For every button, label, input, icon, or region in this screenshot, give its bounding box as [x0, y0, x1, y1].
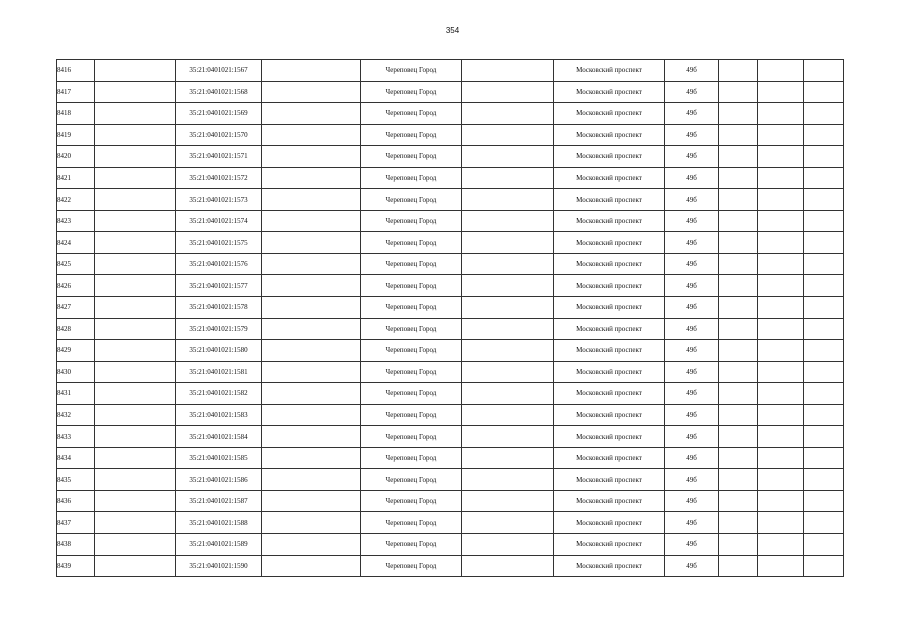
row-number-cell: 8434: [57, 447, 95, 469]
empty-cell: [804, 318, 844, 340]
empty-cell: [719, 447, 758, 469]
house-number-cell: 49б: [665, 232, 719, 254]
empty-cell: [758, 103, 804, 125]
empty-cell: [462, 361, 554, 383]
row-number-cell: 8417: [57, 81, 95, 103]
empty-cell: [804, 81, 844, 103]
empty-cell: [758, 534, 804, 556]
empty-cell: [804, 340, 844, 362]
empty-cell: [462, 81, 554, 103]
empty-cell: [804, 512, 844, 534]
house-number-cell: 49б: [665, 404, 719, 426]
empty-cell: [262, 146, 361, 168]
empty-cell: [804, 490, 844, 512]
row-number-cell: 8430: [57, 361, 95, 383]
empty-cell: [95, 340, 176, 362]
empty-cell: [719, 534, 758, 556]
cadastral-number-cell: 35:21:0401021:1574: [176, 210, 262, 232]
city-cell: Череповец Город: [361, 318, 462, 340]
empty-cell: [262, 426, 361, 448]
empty-cell: [719, 210, 758, 232]
house-number-cell: 49б: [665, 81, 719, 103]
street-cell: Московский проспект: [554, 426, 665, 448]
empty-cell: [462, 232, 554, 254]
city-cell: Череповец Город: [361, 60, 462, 82]
street-cell: Московский проспект: [554, 253, 665, 275]
cadastral-number-cell: 35:21:0401021:1590: [176, 555, 262, 577]
empty-cell: [95, 534, 176, 556]
city-cell: Череповец Город: [361, 383, 462, 405]
empty-cell: [262, 210, 361, 232]
street-cell: Московский проспект: [554, 189, 665, 211]
empty-cell: [462, 210, 554, 232]
row-number-cell: 8438: [57, 534, 95, 556]
street-cell: Московский проспект: [554, 275, 665, 297]
empty-cell: [95, 555, 176, 577]
street-cell: Московский проспект: [554, 60, 665, 82]
house-number-cell: 49б: [665, 124, 719, 146]
city-cell: Череповец Город: [361, 447, 462, 469]
empty-cell: [719, 383, 758, 405]
row-number-cell: 8421: [57, 167, 95, 189]
empty-cell: [462, 167, 554, 189]
empty-cell: [262, 189, 361, 211]
table-row: [57, 253, 844, 275]
empty-cell: [804, 275, 844, 297]
empty-cell: [758, 189, 804, 211]
street-cell: Московский проспект: [554, 534, 665, 556]
cadastral-number-cell: 35:21:0401021:1589: [176, 534, 262, 556]
row-number-cell: 8425: [57, 253, 95, 275]
table-row: [57, 189, 844, 211]
empty-cell: [95, 253, 176, 275]
empty-cell: [462, 383, 554, 405]
empty-cell: [95, 297, 176, 319]
empty-cell: [462, 490, 554, 512]
empty-cell: [719, 232, 758, 254]
house-number-cell: 49б: [665, 297, 719, 319]
city-cell: Череповец Город: [361, 146, 462, 168]
empty-cell: [804, 404, 844, 426]
table-row: [57, 60, 844, 82]
city-cell: Череповец Город: [361, 275, 462, 297]
empty-cell: [804, 361, 844, 383]
table-row: [57, 404, 844, 426]
empty-cell: [262, 512, 361, 534]
empty-cell: [95, 60, 176, 82]
empty-cell: [804, 210, 844, 232]
cadastral-number-cell: 35:21:0401021:1575: [176, 232, 262, 254]
empty-cell: [95, 383, 176, 405]
city-cell: Череповец Город: [361, 189, 462, 211]
empty-cell: [95, 275, 176, 297]
empty-cell: [719, 81, 758, 103]
empty-cell: [462, 124, 554, 146]
street-cell: Московский проспект: [554, 318, 665, 340]
cadastral-number-cell: 35:21:0401021:1582: [176, 383, 262, 405]
cadastral-number-cell: 35:21:0401021:1581: [176, 361, 262, 383]
cadastral-number-cell: 35:21:0401021:1573: [176, 189, 262, 211]
empty-cell: [758, 60, 804, 82]
street-cell: Московский проспект: [554, 383, 665, 405]
house-number-cell: 49б: [665, 383, 719, 405]
empty-cell: [719, 469, 758, 491]
house-number-cell: 49б: [665, 318, 719, 340]
table-row: [57, 103, 844, 125]
empty-cell: [758, 383, 804, 405]
table-row: [57, 469, 844, 491]
house-number-cell: 49б: [665, 340, 719, 362]
cadastral-number-cell: 35:21:0401021:1571: [176, 146, 262, 168]
empty-cell: [462, 512, 554, 534]
city-cell: Череповец Город: [361, 124, 462, 146]
house-number-cell: 49б: [665, 189, 719, 211]
street-cell: Московский проспект: [554, 361, 665, 383]
table-row: [57, 555, 844, 577]
empty-cell: [719, 167, 758, 189]
city-cell: Череповец Город: [361, 469, 462, 491]
empty-cell: [719, 340, 758, 362]
empty-cell: [758, 490, 804, 512]
empty-cell: [462, 318, 554, 340]
empty-cell: [719, 275, 758, 297]
cadastral-number-cell: 35:21:0401021:1570: [176, 124, 262, 146]
table-row: [57, 361, 844, 383]
street-cell: Московский проспект: [554, 469, 665, 491]
row-number-cell: 8436: [57, 490, 95, 512]
house-number-cell: 49б: [665, 167, 719, 189]
row-number-cell: 8426: [57, 275, 95, 297]
row-number-cell: 8437: [57, 512, 95, 534]
street-cell: Московский проспект: [554, 210, 665, 232]
row-number-cell: 8423: [57, 210, 95, 232]
house-number-cell: 49б: [665, 426, 719, 448]
row-number-cell: 8416: [57, 60, 95, 82]
empty-cell: [95, 232, 176, 254]
cadastral-number-cell: 35:21:0401021:1576: [176, 253, 262, 275]
street-cell: Московский проспект: [554, 232, 665, 254]
empty-cell: [758, 167, 804, 189]
street-cell: Московский проспект: [554, 297, 665, 319]
cadastral-number-cell: 35:21:0401021:1585: [176, 447, 262, 469]
row-number-cell: 8439: [57, 555, 95, 577]
empty-cell: [758, 318, 804, 340]
cadastral-number-cell: 35:21:0401021:1572: [176, 167, 262, 189]
empty-cell: [95, 318, 176, 340]
house-number-cell: 49б: [665, 253, 719, 275]
row-number-cell: 8435: [57, 469, 95, 491]
empty-cell: [719, 318, 758, 340]
empty-cell: [95, 167, 176, 189]
empty-cell: [262, 60, 361, 82]
empty-cell: [804, 124, 844, 146]
row-number-cell: 8432: [57, 404, 95, 426]
empty-cell: [95, 210, 176, 232]
empty-cell: [719, 124, 758, 146]
cadastral-number-cell: 35:21:0401021:1588: [176, 512, 262, 534]
cadastral-number-cell: 35:21:0401021:1568: [176, 81, 262, 103]
empty-cell: [719, 297, 758, 319]
table-row: [57, 297, 844, 319]
table-row: [57, 512, 844, 534]
city-cell: Череповец Город: [361, 232, 462, 254]
empty-cell: [758, 253, 804, 275]
table-row: [57, 146, 844, 168]
empty-cell: [95, 426, 176, 448]
row-number-cell: 8418: [57, 103, 95, 125]
street-cell: Московский проспект: [554, 404, 665, 426]
empty-cell: [462, 275, 554, 297]
row-number-cell: 8427: [57, 297, 95, 319]
empty-cell: [462, 404, 554, 426]
house-number-cell: 49б: [665, 555, 719, 577]
empty-cell: [719, 426, 758, 448]
empty-cell: [95, 124, 176, 146]
empty-cell: [262, 81, 361, 103]
empty-cell: [262, 167, 361, 189]
empty-cell: [262, 490, 361, 512]
street-cell: Московский проспект: [554, 146, 665, 168]
empty-cell: [95, 189, 176, 211]
house-number-cell: 49б: [665, 469, 719, 491]
table-row: [57, 383, 844, 405]
table-row: [57, 210, 844, 232]
empty-cell: [719, 60, 758, 82]
empty-cell: [758, 426, 804, 448]
city-cell: Череповец Город: [361, 534, 462, 556]
empty-cell: [804, 555, 844, 577]
cadastral-number-cell: 35:21:0401021:1584: [176, 426, 262, 448]
empty-cell: [95, 447, 176, 469]
table-row: [57, 490, 844, 512]
empty-cell: [95, 404, 176, 426]
row-number-cell: 8422: [57, 189, 95, 211]
empty-cell: [95, 512, 176, 534]
empty-cell: [804, 146, 844, 168]
table-row: [57, 275, 844, 297]
empty-cell: [758, 275, 804, 297]
empty-cell: [804, 383, 844, 405]
empty-cell: [462, 534, 554, 556]
street-cell: Московский проспект: [554, 447, 665, 469]
street-cell: Московский проспект: [554, 103, 665, 125]
register-table: [56, 59, 844, 577]
empty-cell: [262, 232, 361, 254]
empty-cell: [262, 447, 361, 469]
register-table-body: [57, 60, 844, 577]
house-number-cell: 49б: [665, 361, 719, 383]
cadastral-number-cell: 35:21:0401021:1583: [176, 404, 262, 426]
empty-cell: [262, 297, 361, 319]
table-row: [57, 81, 844, 103]
row-number-cell: 8431: [57, 383, 95, 405]
empty-cell: [804, 447, 844, 469]
empty-cell: [262, 469, 361, 491]
empty-cell: [758, 232, 804, 254]
empty-cell: [262, 253, 361, 275]
house-number-cell: 49б: [665, 146, 719, 168]
street-cell: Московский проспект: [554, 555, 665, 577]
cadastral-number-cell: 35:21:0401021:1586: [176, 469, 262, 491]
street-cell: Московский проспект: [554, 81, 665, 103]
city-cell: Череповец Город: [361, 555, 462, 577]
table-row: [57, 232, 844, 254]
empty-cell: [758, 297, 804, 319]
street-cell: Московский проспект: [554, 340, 665, 362]
city-cell: Череповец Город: [361, 81, 462, 103]
row-number-cell: 8419: [57, 124, 95, 146]
empty-cell: [719, 253, 758, 275]
cadastral-number-cell: 35:21:0401021:1579: [176, 318, 262, 340]
city-cell: Череповец Город: [361, 297, 462, 319]
empty-cell: [95, 490, 176, 512]
city-cell: Череповец Город: [361, 361, 462, 383]
page-number: 354: [445, 26, 460, 35]
empty-cell: [262, 124, 361, 146]
street-cell: Московский проспект: [554, 124, 665, 146]
empty-cell: [462, 103, 554, 125]
empty-cell: [462, 426, 554, 448]
city-cell: Череповец Город: [361, 103, 462, 125]
empty-cell: [719, 512, 758, 534]
empty-cell: [262, 555, 361, 577]
house-number-cell: 49б: [665, 534, 719, 556]
cadastral-number-cell: 35:21:0401021:1578: [176, 297, 262, 319]
street-cell: Московский проспект: [554, 490, 665, 512]
city-cell: Череповец Город: [361, 340, 462, 362]
empty-cell: [95, 469, 176, 491]
house-number-cell: 49б: [665, 210, 719, 232]
house-number-cell: 49б: [665, 490, 719, 512]
table-row: [57, 534, 844, 556]
empty-cell: [719, 103, 758, 125]
street-cell: Московский проспект: [554, 167, 665, 189]
empty-cell: [804, 534, 844, 556]
empty-cell: [719, 146, 758, 168]
city-cell: Череповец Город: [361, 512, 462, 534]
empty-cell: [804, 297, 844, 319]
city-cell: Череповец Город: [361, 253, 462, 275]
table-row: [57, 167, 844, 189]
cadastral-number-cell: 35:21:0401021:1580: [176, 340, 262, 362]
empty-cell: [758, 469, 804, 491]
empty-cell: [758, 124, 804, 146]
empty-cell: [462, 297, 554, 319]
empty-cell: [462, 340, 554, 362]
cadastral-number-cell: 35:21:0401021:1567: [176, 60, 262, 82]
street-cell: Московский проспект: [554, 512, 665, 534]
empty-cell: [804, 60, 844, 82]
empty-cell: [462, 146, 554, 168]
house-number-cell: 49б: [665, 275, 719, 297]
house-number-cell: 49б: [665, 512, 719, 534]
empty-cell: [462, 253, 554, 275]
city-cell: Череповец Город: [361, 404, 462, 426]
empty-cell: [262, 318, 361, 340]
empty-cell: [719, 404, 758, 426]
table-row: [57, 124, 844, 146]
house-number-cell: 49б: [665, 447, 719, 469]
empty-cell: [262, 383, 361, 405]
empty-cell: [804, 189, 844, 211]
empty-cell: [95, 146, 176, 168]
empty-cell: [262, 103, 361, 125]
city-cell: Череповец Город: [361, 210, 462, 232]
empty-cell: [462, 469, 554, 491]
table-row: [57, 426, 844, 448]
empty-cell: [95, 81, 176, 103]
empty-cell: [804, 103, 844, 125]
city-cell: Череповец Город: [361, 426, 462, 448]
city-cell: Череповец Город: [361, 167, 462, 189]
table-row: [57, 318, 844, 340]
empty-cell: [262, 275, 361, 297]
cadastral-number-cell: 35:21:0401021:1587: [176, 490, 262, 512]
empty-cell: [804, 469, 844, 491]
empty-cell: [758, 340, 804, 362]
empty-cell: [262, 404, 361, 426]
row-number-cell: 8420: [57, 146, 95, 168]
cadastral-number-cell: 35:21:0401021:1569: [176, 103, 262, 125]
row-number-cell: 8424: [57, 232, 95, 254]
house-number-cell: 49б: [665, 103, 719, 125]
cadastral-number-cell: 35:21:0401021:1577: [176, 275, 262, 297]
row-number-cell: 8429: [57, 340, 95, 362]
empty-cell: [758, 447, 804, 469]
empty-cell: [758, 81, 804, 103]
table-row: [57, 340, 844, 362]
empty-cell: [758, 512, 804, 534]
empty-cell: [462, 60, 554, 82]
table-row: [57, 447, 844, 469]
empty-cell: [804, 232, 844, 254]
row-number-cell: 8428: [57, 318, 95, 340]
empty-cell: [262, 340, 361, 362]
empty-cell: [719, 361, 758, 383]
empty-cell: [758, 404, 804, 426]
empty-cell: [262, 534, 361, 556]
empty-cell: [758, 210, 804, 232]
empty-cell: [462, 555, 554, 577]
empty-cell: [804, 253, 844, 275]
empty-cell: [758, 555, 804, 577]
empty-cell: [719, 189, 758, 211]
empty-cell: [262, 361, 361, 383]
empty-cell: [95, 361, 176, 383]
empty-cell: [95, 103, 176, 125]
empty-cell: [719, 490, 758, 512]
empty-cell: [804, 426, 844, 448]
empty-cell: [758, 361, 804, 383]
empty-cell: [719, 555, 758, 577]
empty-cell: [462, 189, 554, 211]
city-cell: Череповец Город: [361, 490, 462, 512]
row-number-cell: 8433: [57, 426, 95, 448]
house-number-cell: 49б: [665, 60, 719, 82]
empty-cell: [462, 447, 554, 469]
empty-cell: [804, 167, 844, 189]
empty-cell: [758, 146, 804, 168]
